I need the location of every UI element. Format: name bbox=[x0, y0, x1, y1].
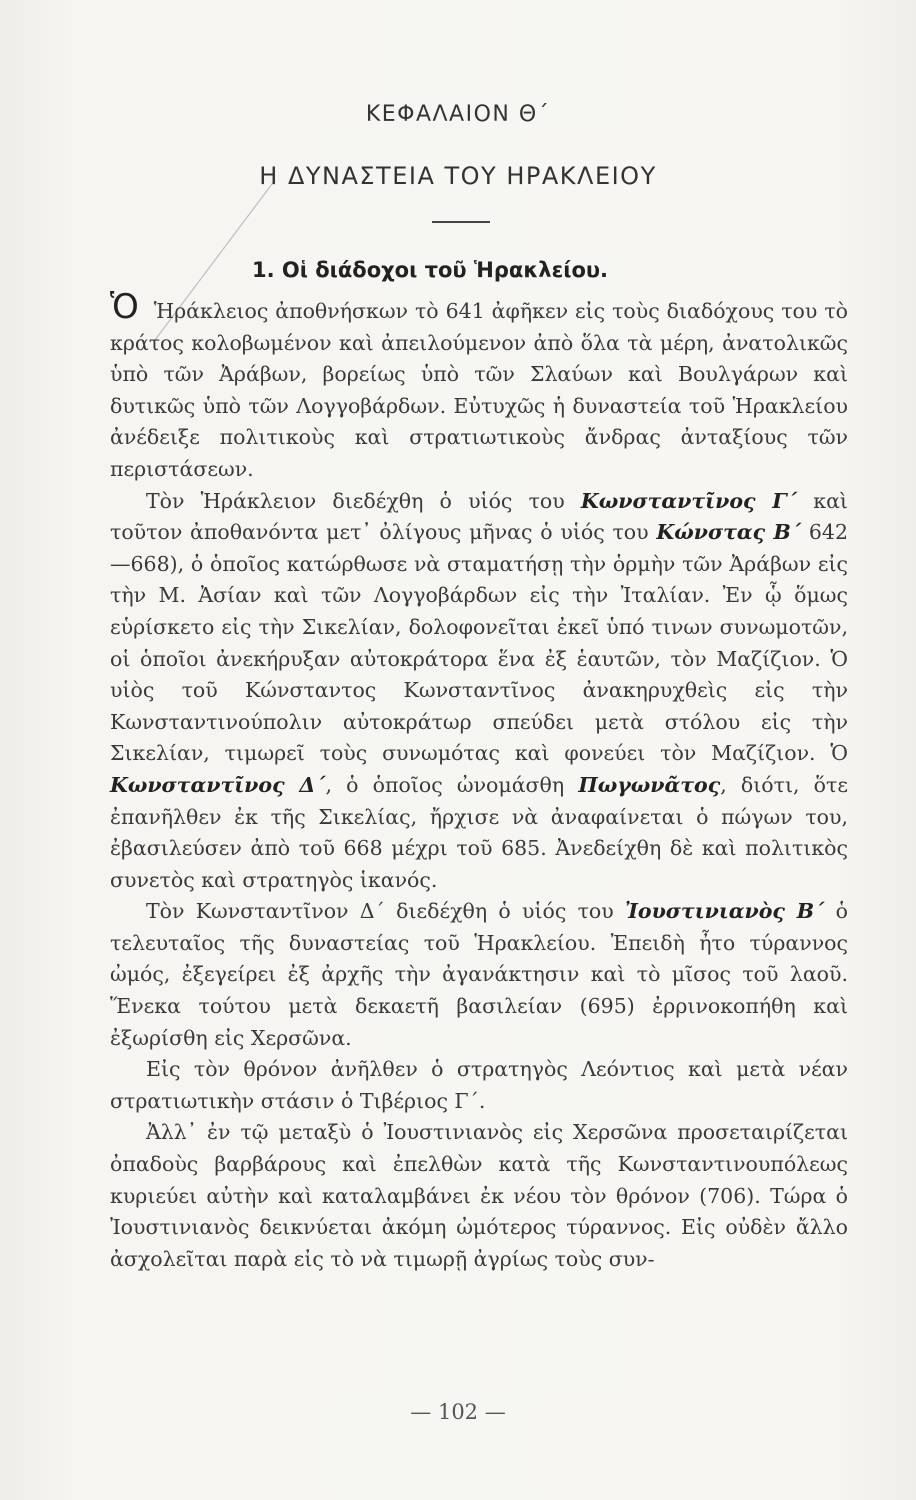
paragraph bbox=[110, 1054, 848, 1117]
paragraph bbox=[110, 896, 848, 1054]
paragraph-text: Εἰς τὸν θρόνον ἀνῆλθεν ὁ στρατηγὸς Λεόντιος καὶ μετὰ νέαν στρατιωτικὴν στάσιν ὁ Τιβέριος Γ΄. bbox=[110, 1057, 848, 1113]
drop-cap: Ὁ bbox=[110, 287, 139, 327]
paragraph-text: Ἀλλ᾿ ἐν τῷ μεταξὺ ὁ Ἰουστινιανὸς εἰς Χερσῶνα προσεταιρίζεται ὀπαδοὺς βαρβάρους καὶ ἐπελθὼν κατὰ τῆς Κωνσταντινουπόλεως κυριεύει αὐτὴν καὶ καταλαμβάνει ἐκ νέου τὸν θρόνον (706). Τώρα ὁ Ἰουστινιανὸς δεικνύεται ἀκόμη ὠμότερος τύραννος. Εἰς οὐδὲν ἄλλο ἀσχολεῖται παρὰ εἰς τὸ νὰ τιμωρῇ ἀγρίως τοὺς συν- bbox=[110, 1120, 848, 1271]
emphasis-name: Ἰουστινιανὸς Β΄ bbox=[625, 899, 825, 924]
paragraph-text: , διότι, ὅτε ἐπανῆλθεν ἐκ τῆς Σικελίας, ἤρχισε νὰ ἀναφαίνεται ὁ πώγων του, ἐβασιλεύσεν ἀπὸ τοῦ 668 μέχρι τοῦ 685. Ἀνεδείχθη δὲ καὶ πολιτικὸς συνετὸς καὶ στρατηγὸς ἱκανός. bbox=[110, 772, 848, 892]
paragraph bbox=[110, 486, 848, 897]
chapter-heading: ΚΕΦΑΛΑΙΟΝ Θ΄ bbox=[365, 102, 551, 127]
paragraph-text: Ἡράκλειος ἀποθνήσκων τὸ 641 ἀφῆκεν εἰς τοὺς διαδόχους του τὸ κράτος κολοβωμένον καὶ ἀπειλούμενον ἀπὸ ὅλα τὰ μέρη, ἀνατολικῶς ὑπὸ τῶν Ἀράβων, βορείως ὑπὸ τῶν Σλαύων καὶ Βουλγάρων καὶ δυτικῶς ὑπὸ τῶν Λογγοβάρδων. Εὐτυχῶς ἡ δυναστεία τοῦ Ἡρακλείου ἀνέδειξε πολιτικοὺς καὶ στρατιωτικοὺς ἄνδρας ἀνταξίους τῶν περιστάσεων. bbox=[110, 299, 848, 481]
emphasis-name: Κώνστας Β΄ bbox=[656, 520, 802, 545]
paragraph-text: ὁ τελευταῖος τῆς δυναστείας τοῦ Ἡρακλείου. Ἐπειδὴ ἦτο τύραννος ὠμός, ἐξεγείρει ἐξ ἀρχῆς τὴν ἀγανάκτησιν καὶ τὸ μῖσος τοῦ λαοῦ. Ἕνεκα τούτου μετὰ δεκαετῆ βασιλείαν (695) ἐρρινοκοπήθη καὶ ἐξωρίσθη εἰς Χερσῶνα. bbox=[110, 899, 848, 1050]
paragraph-text: καὶ τοῦτον ἀποθανόντα μετ᾿ ὀλίγους μῆνας ὁ υἱός του bbox=[110, 488, 848, 545]
paragraph bbox=[110, 287, 848, 486]
chapter-title: Η ΔΥΝΑΣΤΕΙΑ ΤΟΥ ΗΡΑΚΛΕΙΟΥ bbox=[259, 162, 657, 190]
paragraph-text: 642—668), ὁ ὁποῖος κατώρθωσε νὰ σταματήσῃ τὴν ὁρμὴν τῶν Ἀράβων εἰς τὴν Μ. Ἀσίαν καὶ τῶν Λογγοβάρδων εἰς τὴν Ἰταλίαν. Ἐν ᾧ ὅμως εὑρίσκετο εἰς τὴν Σικελίαν, δολοφονεῖται ἐκεῖ ὑπό τινων συνωμοτῶν, οἱ ὁποῖοι ἀνεκήρυξαν αὐτοκράτορα ἕνα ἐξ ἑαυτῶν, τὸν Μαζίζιον. Ὁ υἱὸς τοῦ Κώνσταντος Κωνσταντῖνος ἀνακηρυχθεὶς εἰς τὴν Κωνσταντινούπολιν αὐτοκράτωρ σπεύδει μετὰ στόλου εἰς τὴν Σικελίαν, τιμωρεῖ τοὺς συνωμότας καὶ φονεύει τὸν Μαζίζιον. Ὁ bbox=[110, 520, 848, 766]
paragraph bbox=[110, 1117, 848, 1275]
body-text bbox=[110, 287, 848, 1275]
emphasis-name: Κωνσταντῖνος Δ΄ bbox=[110, 772, 326, 797]
page-number: — 102 — bbox=[410, 1400, 506, 1424]
emphasis-name: Κωνσταντῖνος Γ΄ bbox=[580, 488, 798, 513]
paragraph-text: Τὸν Κωνσταντῖνον Δ΄ διεδέχθη ὁ υἱός του bbox=[146, 899, 625, 924]
emphasis-name: Πωγωνᾶτος bbox=[578, 772, 721, 797]
section-heading: 1. Οἱ διάδοχοι τοῦ Ἡρακλείου. bbox=[252, 258, 609, 282]
title-divider bbox=[432, 221, 490, 223]
paragraph-text: Τὸν Ἡράκλειον διεδέχθη ὁ υἱός του bbox=[146, 488, 581, 513]
paragraph-text: , ὁ ὁποῖος ὠνομάσθη bbox=[325, 772, 579, 797]
